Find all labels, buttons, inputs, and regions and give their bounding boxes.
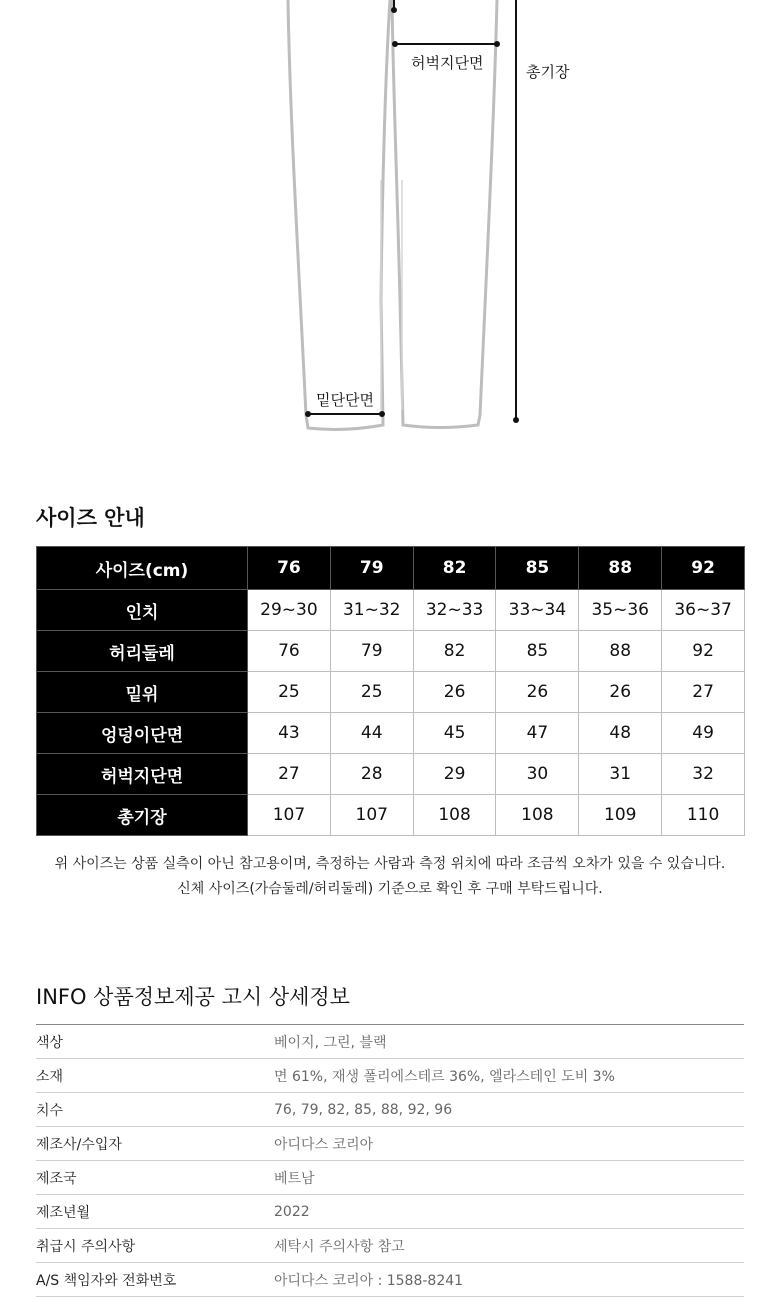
- table-cell: 26: [579, 672, 662, 713]
- info-value: 면 61%, 재생 폴리에스테르 36%, 엘라스테인 도비 3%: [274, 1068, 615, 1085]
- pants-measurement-diagram: [0, 0, 780, 470]
- table-cell: 110: [662, 795, 745, 836]
- size-notes: [0, 852, 780, 902]
- table-row: [37, 631, 745, 672]
- table-cell: 25: [330, 672, 413, 713]
- table-cell: 85: [496, 631, 579, 672]
- table-row: [36, 1161, 744, 1195]
- info-key: 소재: [36, 1068, 64, 1085]
- total-length-label: 총기장: [526, 63, 570, 81]
- size-note-line: 위 사이즈는 상품 실측이 아닌 참고용이며, 측정하는 사람과 측정 위치에 따라 조금씩 오차가 있을 수 있습니다.: [54, 856, 726, 872]
- table-cell: 26: [496, 672, 579, 713]
- table-cell: 31: [579, 754, 662, 795]
- size-note-line: 신체 사이즈(가슴둘레/허리둘레) 기준으로 확인 후 구매 부탁드립니다.: [177, 881, 603, 897]
- product-info-table: [36, 1024, 744, 1297]
- table-row: [37, 672, 745, 713]
- table-cell: 107: [330, 795, 413, 836]
- table-cell: 107: [248, 795, 331, 836]
- row-label: 허리둘레: [37, 631, 248, 672]
- size-col-header: 76: [248, 547, 331, 590]
- table-row: [37, 713, 745, 754]
- info-value: 베트남: [274, 1170, 315, 1187]
- info-key: A/S 책임자와 전화번호: [36, 1272, 177, 1289]
- row-label: 밑위: [37, 672, 248, 713]
- table-cell: 82: [413, 631, 496, 672]
- table-cell: 36~37: [662, 590, 745, 631]
- table-row: [36, 1093, 744, 1127]
- table-cell: 29: [413, 754, 496, 795]
- table-row: [36, 1127, 744, 1161]
- info-key: 취급시 주의사항: [36, 1238, 136, 1255]
- size-col-header: 79: [330, 547, 413, 590]
- table-cell: 44: [330, 713, 413, 754]
- table-row: [36, 1263, 744, 1297]
- table-cell: 28: [330, 754, 413, 795]
- row-label: 허벅지단면: [37, 754, 248, 795]
- size-guide-title: 사이즈 안내: [36, 506, 145, 530]
- table-cell: 32~33: [413, 590, 496, 631]
- info-key: 색상: [36, 1034, 64, 1051]
- table-cell: 32: [662, 754, 745, 795]
- product-info-title: INFO 상품정보제공 고시 상세정보: [36, 985, 350, 1009]
- info-value: 아디다스 코리아: [274, 1136, 374, 1153]
- info-key: 제조국: [36, 1170, 77, 1187]
- table-cell: 79: [330, 631, 413, 672]
- info-key: 제조년월: [36, 1204, 91, 1221]
- table-row: [37, 754, 745, 795]
- size-col-header: 92: [662, 547, 745, 590]
- table-cell: 27: [248, 754, 331, 795]
- row-label: 인치: [37, 590, 248, 631]
- table-cell: 108: [496, 795, 579, 836]
- table-cell: 26: [413, 672, 496, 713]
- row-label: 총기장: [37, 795, 248, 836]
- table-cell: 47: [496, 713, 579, 754]
- info-value: 세탁시 주의사항 참고: [274, 1238, 405, 1255]
- size-table: [36, 546, 745, 836]
- table-cell: 33~34: [496, 590, 579, 631]
- table-row: [36, 1025, 744, 1059]
- table-cell: 29~30: [248, 590, 331, 631]
- size-col-header: 85: [496, 547, 579, 590]
- size-table-header-row: [37, 547, 745, 590]
- size-col-header: 88: [579, 547, 662, 590]
- table-cell: 49: [662, 713, 745, 754]
- table-cell: 109: [579, 795, 662, 836]
- info-value: 아디다스 코리아 : 1588-8241: [274, 1272, 464, 1289]
- table-row: [36, 1059, 744, 1093]
- row-label: 엉덩이단면: [37, 713, 248, 754]
- table-cell: 27: [662, 672, 745, 713]
- table-row: [36, 1195, 744, 1229]
- size-header-label: 사이즈(cm): [37, 547, 248, 590]
- thigh-label: 허벅지단면: [411, 54, 484, 72]
- info-value: 베이지, 그린, 블랙: [274, 1034, 387, 1051]
- table-cell: 108: [413, 795, 496, 836]
- info-value: 76, 79, 82, 85, 88, 92, 96: [274, 1101, 453, 1118]
- table-row: [36, 1229, 744, 1263]
- table-cell: 25: [248, 672, 331, 713]
- table-cell: 43: [248, 713, 331, 754]
- table-row: [37, 795, 745, 836]
- hem-label: 밑단단면: [316, 391, 374, 409]
- table-cell: 45: [413, 713, 496, 754]
- table-cell: 31~32: [330, 590, 413, 631]
- info-key: 치수: [36, 1102, 64, 1119]
- table-cell: 88: [579, 631, 662, 672]
- pants-outline-drawing: [0, 0, 780, 470]
- table-cell: 76: [248, 631, 331, 672]
- info-value: 2022: [274, 1203, 310, 1220]
- table-cell: 30: [496, 754, 579, 795]
- size-col-header: 82: [413, 547, 496, 590]
- table-cell: 48: [579, 713, 662, 754]
- table-cell: 92: [662, 631, 745, 672]
- table-cell: 35~36: [579, 590, 662, 631]
- table-row: [37, 590, 745, 631]
- info-key: 제조사/수입자: [36, 1136, 122, 1153]
